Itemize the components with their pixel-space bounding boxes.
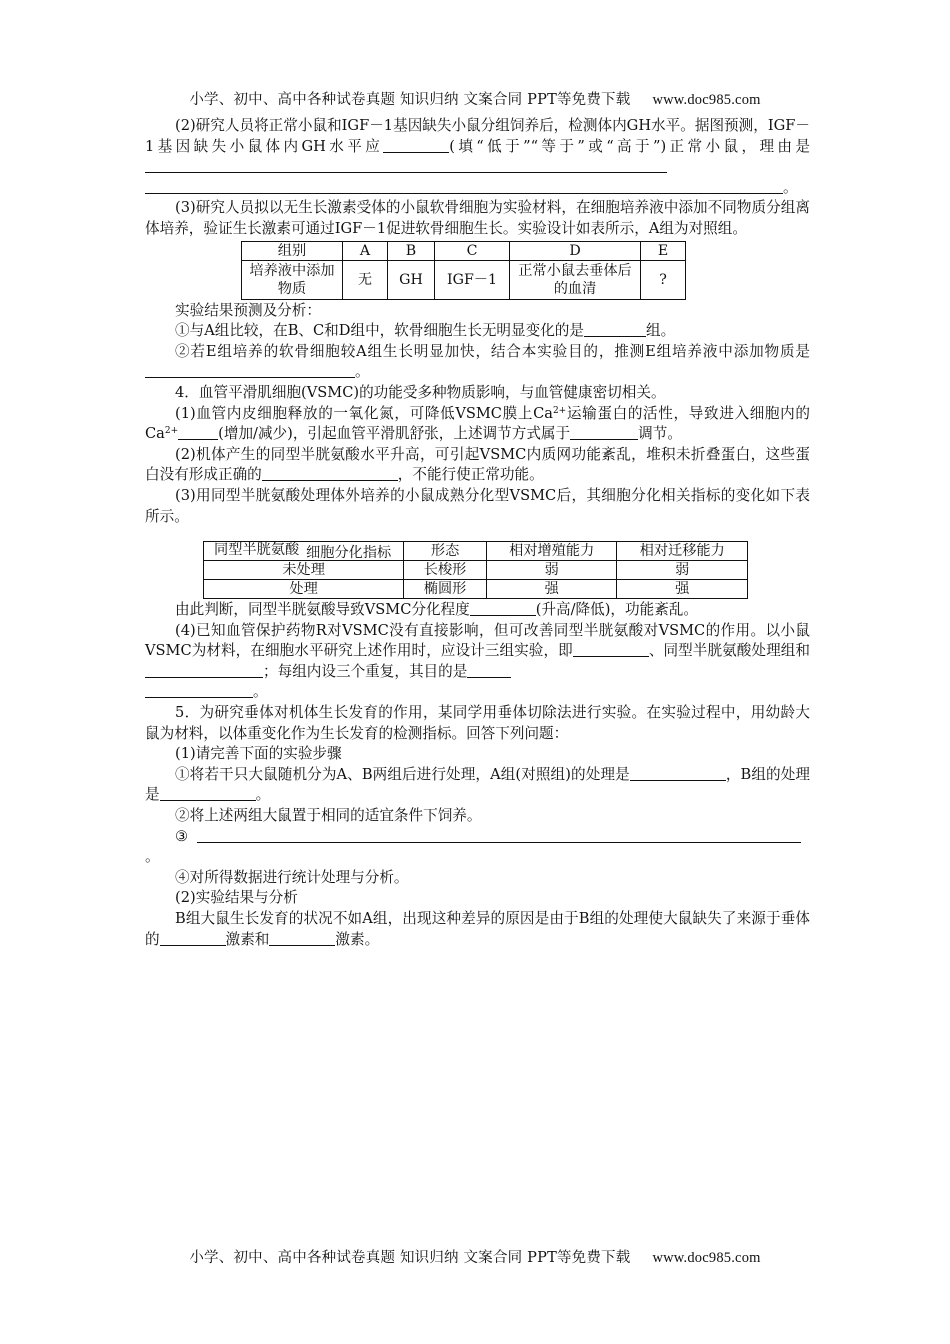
blank-hormone-2[interactable] — [269, 930, 335, 946]
col-migration: 相对迁移能力 — [617, 542, 748, 561]
blank-b-treatment[interactable] — [160, 785, 256, 801]
header-text: 小学、初中、高中各种试卷真题 知识归纳 文案合同 PPT等免费下载 — [189, 92, 631, 108]
diag-bottom-label: 同型半胱氨酸 — [214, 542, 300, 559]
value-b: GH — [388, 260, 435, 299]
blank-differentiation[interactable] — [470, 600, 536, 616]
value-a: 无 — [343, 260, 388, 299]
footer-site[interactable]: www.doc985.com — [652, 1250, 761, 1266]
q5-intro: 5．为研究垂体对机体生长发育的作用，某同学用垂体切除法进行实验。在实验过程中，用幼龄大鼠为材料，以体重变化作为生长发育的检测指标。回答下列问题： — [145, 704, 810, 742]
analysis-2: ②若E组培养的软骨细胞较A组生长明显加快，结合本实验目的，推测E组培养液中添加物质是。 — [145, 342, 810, 383]
q3-part2: (2)研究人员将正常小鼠和IGF－1基因缺失小鼠分组饲养后，检测体内GH水平。据图预测，IGF－1基因缺失小鼠体内GH水平应 (填“低于”“等于”或“高于”)正常小鼠，理由是 。 — [145, 117, 811, 196]
q5-result-title: (2)实验结果与分析 — [175, 889, 298, 907]
header-site[interactable]: www.doc985.com — [652, 92, 761, 108]
cell-treated-prolif: 强 — [486, 580, 617, 599]
q5-step-3: ③ 。 — [145, 827, 810, 868]
document-body — [145, 116, 810, 950]
blank-e-substance[interactable] — [145, 362, 355, 378]
footer-text: 小学、初中、高中各种试卷真题 知识归纳 文案合同 PPT等免费下载 — [189, 1250, 631, 1266]
blank-ca-change[interactable] — [178, 424, 218, 440]
blank-group-1[interactable] — [573, 641, 649, 657]
blank-gh-level[interactable] — [383, 137, 449, 153]
group-c: C — [435, 241, 510, 260]
blank-purpose-1[interactable] — [467, 662, 511, 678]
col-morphology: 形态 — [404, 542, 487, 561]
q4-intro: 4．血管平滑肌细胞(VSMC)的功能受多种物质影响，与血管健康密切相关。 — [175, 383, 666, 401]
group-a: A — [343, 241, 388, 260]
blank-structure[interactable] — [262, 465, 398, 481]
q3-part3: (3)研究人员拟以无生长激素受体的小鼠软骨细胞为实验材料，在细胞培养液中添加不同物质分组离体培养，验证生长激素可通过IGF－1促进软骨细胞生长。实验设计如表所示，A组为对照组。 — [145, 199, 810, 237]
diag-top-label: 细胞分化指标 — [306, 545, 392, 562]
q5-step-4: ④对所得数据进行统计处理与分析。 — [175, 868, 409, 886]
cell-treated-morph: 椭圆形 — [404, 580, 487, 599]
group-b: B — [388, 241, 435, 260]
group-d: D — [510, 241, 641, 260]
blank-group[interactable] — [584, 321, 646, 337]
analysis-title: 实验结果预测及分析： — [175, 301, 321, 319]
row-untreated: 未处理 — [204, 561, 404, 580]
blank-a-treatment[interactable] — [630, 765, 726, 781]
blank-reason-1[interactable] — [145, 157, 667, 173]
blank-reason-2[interactable] — [145, 178, 783, 194]
q4-part1: (1)血管内皮细胞释放的一氧化氮，可降低VSMC膜上$Ca^{2+}$运输蛋白的活性，导致进入细胞内的$Ca^{2+}$ (增加/减少)，引起血管平滑肌舒张，上述调节方式属于 调节。 — [145, 404, 810, 443]
value-e: ? — [641, 260, 686, 299]
page-header — [0, 88, 950, 109]
q4-part2: (2)机体产生的同型半胱氨酸水平升高，可引起VSMC内质网功能紊乱，堆积未折叠蛋白，这些蛋白没有形成正确的 ，不能行使正常功能。 — [145, 445, 810, 484]
q4-part4: (4)已知血管保护药物R对VSMC没有直接影响，但可改善同型半胱氨酸对VSMC的作用。以小鼠VSMC为材料，在细胞水平研究上述作用时，应设计三组实验，即 、同型半胱氨酸处理组和；每组内设三个重复，其目的是 。 — [145, 621, 810, 701]
value-c: IGF－1 — [435, 260, 510, 299]
blank-regulation[interactable] — [570, 424, 638, 440]
q4-table — [203, 541, 748, 599]
analysis-1: ①与A组比较，在B、C和D组中，软骨细胞生长无明显变化的是 组。 — [175, 322, 676, 340]
value-d: 正常小鼠去垂体后的血清 — [510, 260, 641, 299]
row-treated: 处理 — [204, 580, 404, 599]
cell-untreated-morph: 长梭形 — [404, 561, 487, 580]
q5-step-title: (1)请完善下面的实验步骤 — [175, 745, 342, 763]
q4-part3: (3)用同型半胱氨酸处理体外培养的小鼠成熟分化型VSMC后，其细胞分化相关指标的变化如下表所示。 — [145, 486, 810, 525]
blank-purpose-2[interactable] — [145, 682, 253, 698]
q5-step-2: ②将上述两组大鼠置于相同的适宜条件下饲养。 — [175, 807, 482, 825]
row-label: 培养液中添加物质 — [242, 260, 343, 299]
q5-step-1: ①将若干只大鼠随机分为A、B两组后进行处理，A组(对照组)的处理是 ，B组的处理是 。 — [145, 765, 810, 804]
page-footer — [0, 1246, 950, 1267]
col-proliferation: 相对增殖能力 — [486, 542, 617, 561]
cell-treated-migr: 强 — [617, 580, 748, 599]
diagonal-header — [204, 542, 404, 561]
cell-untreated-migr: 弱 — [617, 561, 748, 580]
blank-step-3[interactable] — [197, 827, 801, 843]
blank-group-3[interactable] — [145, 662, 263, 678]
q3-table — [241, 241, 686, 300]
table-header-label: 组别 — [242, 241, 343, 260]
group-e: E — [641, 241, 686, 260]
q5-result: B组大鼠生长发育的状况不如A组，出现这种差异的原因是由于B组的处理使大鼠缺失了来源于垂体的 激素和 激素。 — [145, 910, 810, 948]
cell-untreated-prolif: 弱 — [486, 561, 617, 580]
blank-hormone-1[interactable] — [160, 930, 226, 946]
q4-part3-conclusion: 由此判断，同型半胱氨酸导致VSMC分化程度 (升高/降低)，功能紊乱。 — [175, 601, 698, 619]
